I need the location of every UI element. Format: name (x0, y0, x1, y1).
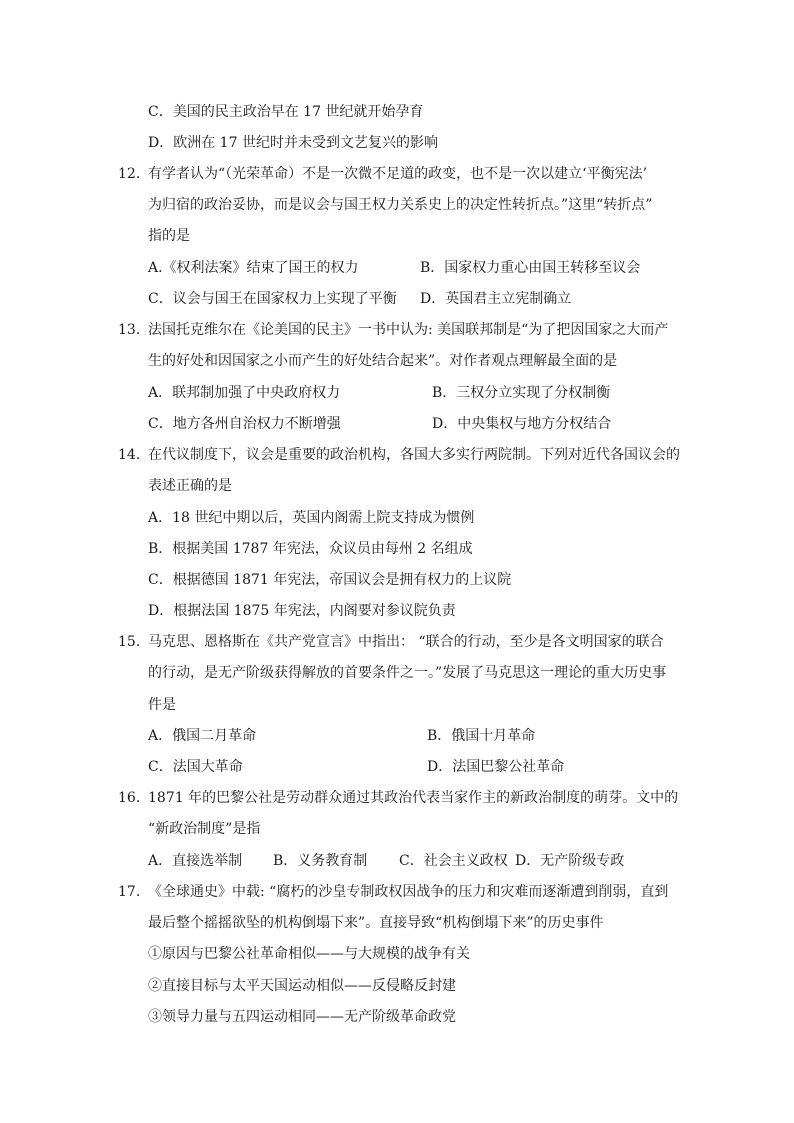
q15-option-a: A．俄国二月革命 (148, 728, 257, 744)
q17-item-3: ③领导力量与五四运动相同——无产阶级革命政党 (148, 1009, 456, 1025)
q13-option-d: D．中央集权与地方分权结合 (432, 416, 612, 432)
q16-option-b: B．义务教育制 (273, 853, 368, 869)
question-number-16: 16. (118, 790, 141, 806)
q12-stem-line-3: 指的是 (148, 228, 190, 244)
prev-option-d: D．欧洲在 17 世纪时并未受到文艺复兴的影响 (148, 135, 438, 151)
q14-stem-line-1: 在代议制度下，议会是重要的政治机构，各国大多实行两院制。下列对近代各国议会的 (148, 447, 680, 463)
q16-option-d: D．无产阶级专政 (515, 853, 625, 869)
question-number-12: 12. (118, 166, 141, 182)
q12-stem-line-2: 为归宿的政治妥协，而是议会与国王权力关系史上的决定性转折点。”这里“转折点” (148, 197, 653, 213)
q13-stem-line-2: 生的好处和因国家之小而产生的好处结合起来”。对作者观点理解最全面的是 (148, 353, 618, 369)
question-number-17: 17. (118, 884, 141, 900)
question-number-15: 15. (118, 634, 141, 650)
q15-option-d: D．法国巴黎公社革命 (427, 759, 565, 775)
q15-stem-line-2: 的行动，是无产阶级获得解放的首要条件之一。”发展了马克思这一理论的重大历史事 (148, 665, 667, 681)
q13-option-b: B．三权分立实现了分权制衡 (432, 385, 611, 401)
q12-option-c: C．议会与国王在国家权力上实现了平衡 (148, 291, 397, 307)
q17-item-1: ①原因与巴黎公社革命相似——与大规模的战争有关 (148, 946, 470, 962)
q14-option-b: B．根据美国 1787 年宪法，众议员由每州 2 名组成 (148, 541, 473, 557)
q13-option-c: C．地方各州自治权力不断增强 (148, 416, 341, 432)
q16-option-c: C．社会主义政权 (399, 853, 508, 869)
q12-stem-line-1: 有学者认为“（光荣革命）不是一次微不足道的政变，也不是一次以建立‘平衡宪法’ (148, 166, 648, 182)
q15-option-c: C．法国大革命 (148, 759, 243, 775)
prev-option-c: C．美国的民主政治早在 17 世纪就开始孕育 (148, 104, 424, 120)
q15-stem-line-1: 马克思、恩格斯在《共产党宣言》中指出： “联合的行动，至少是各文明国家的联合 (148, 634, 664, 650)
q12-option-b: B．国家权力重心由国王转移至议会 (420, 260, 641, 276)
q17-stem-line-2: 最后整个摇摇欲坠的机构倒塌下来”。直接导致“机构倒塌下来”的历史事件 (148, 915, 604, 931)
q17-stem-line-1: 《全球通史》中载: “腐朽的沙皇专制政权因战争的压力和灾难而逐渐遭到削弱，直到 (148, 884, 669, 900)
q14-option-d: D．根据法国 1875 年宪法，内阁要对参议院负责 (148, 603, 456, 619)
q16-stem-line-2: “新政治制度”是指 (148, 821, 261, 837)
q15-option-b: B．俄国十月革命 (427, 728, 536, 744)
question-number-13: 13. (118, 322, 141, 338)
q14-stem-line-2: 表述正确的是 (148, 478, 232, 494)
q12-option-d: D．英国君主立宪制确立 (420, 291, 572, 307)
q13-option-a: A．联邦制加强了中央政府权力 (148, 385, 341, 401)
q17-item-2: ②直接目标与太平天国运动相似——反侵略反封建 (148, 978, 456, 994)
q14-option-c: C．根据德国 1871 年宪法，帝国议会是拥有权力的上议院 (148, 572, 512, 588)
q16-option-a: A．直接选举制 (148, 853, 243, 869)
q16-stem-line-1: 1871 年的巴黎公社是劳动群众通过其政治代表当家作主的新政治制度的萌芽。文中的 (148, 790, 679, 806)
q14-option-a: A．18 世纪中期以后，英国内阁需上院支持成为惯例 (148, 510, 475, 526)
question-number-14: 14. (118, 447, 141, 463)
q13-stem-line-1: 法国托克维尔在《论美国的民主》一书中认为: 美国联邦制是“为了把因国家之大而产 (148, 322, 669, 338)
q15-stem-line-3: 件是 (148, 697, 176, 713)
q12-option-a: A.《权利法案》结束了国王的权力 (148, 260, 359, 276)
